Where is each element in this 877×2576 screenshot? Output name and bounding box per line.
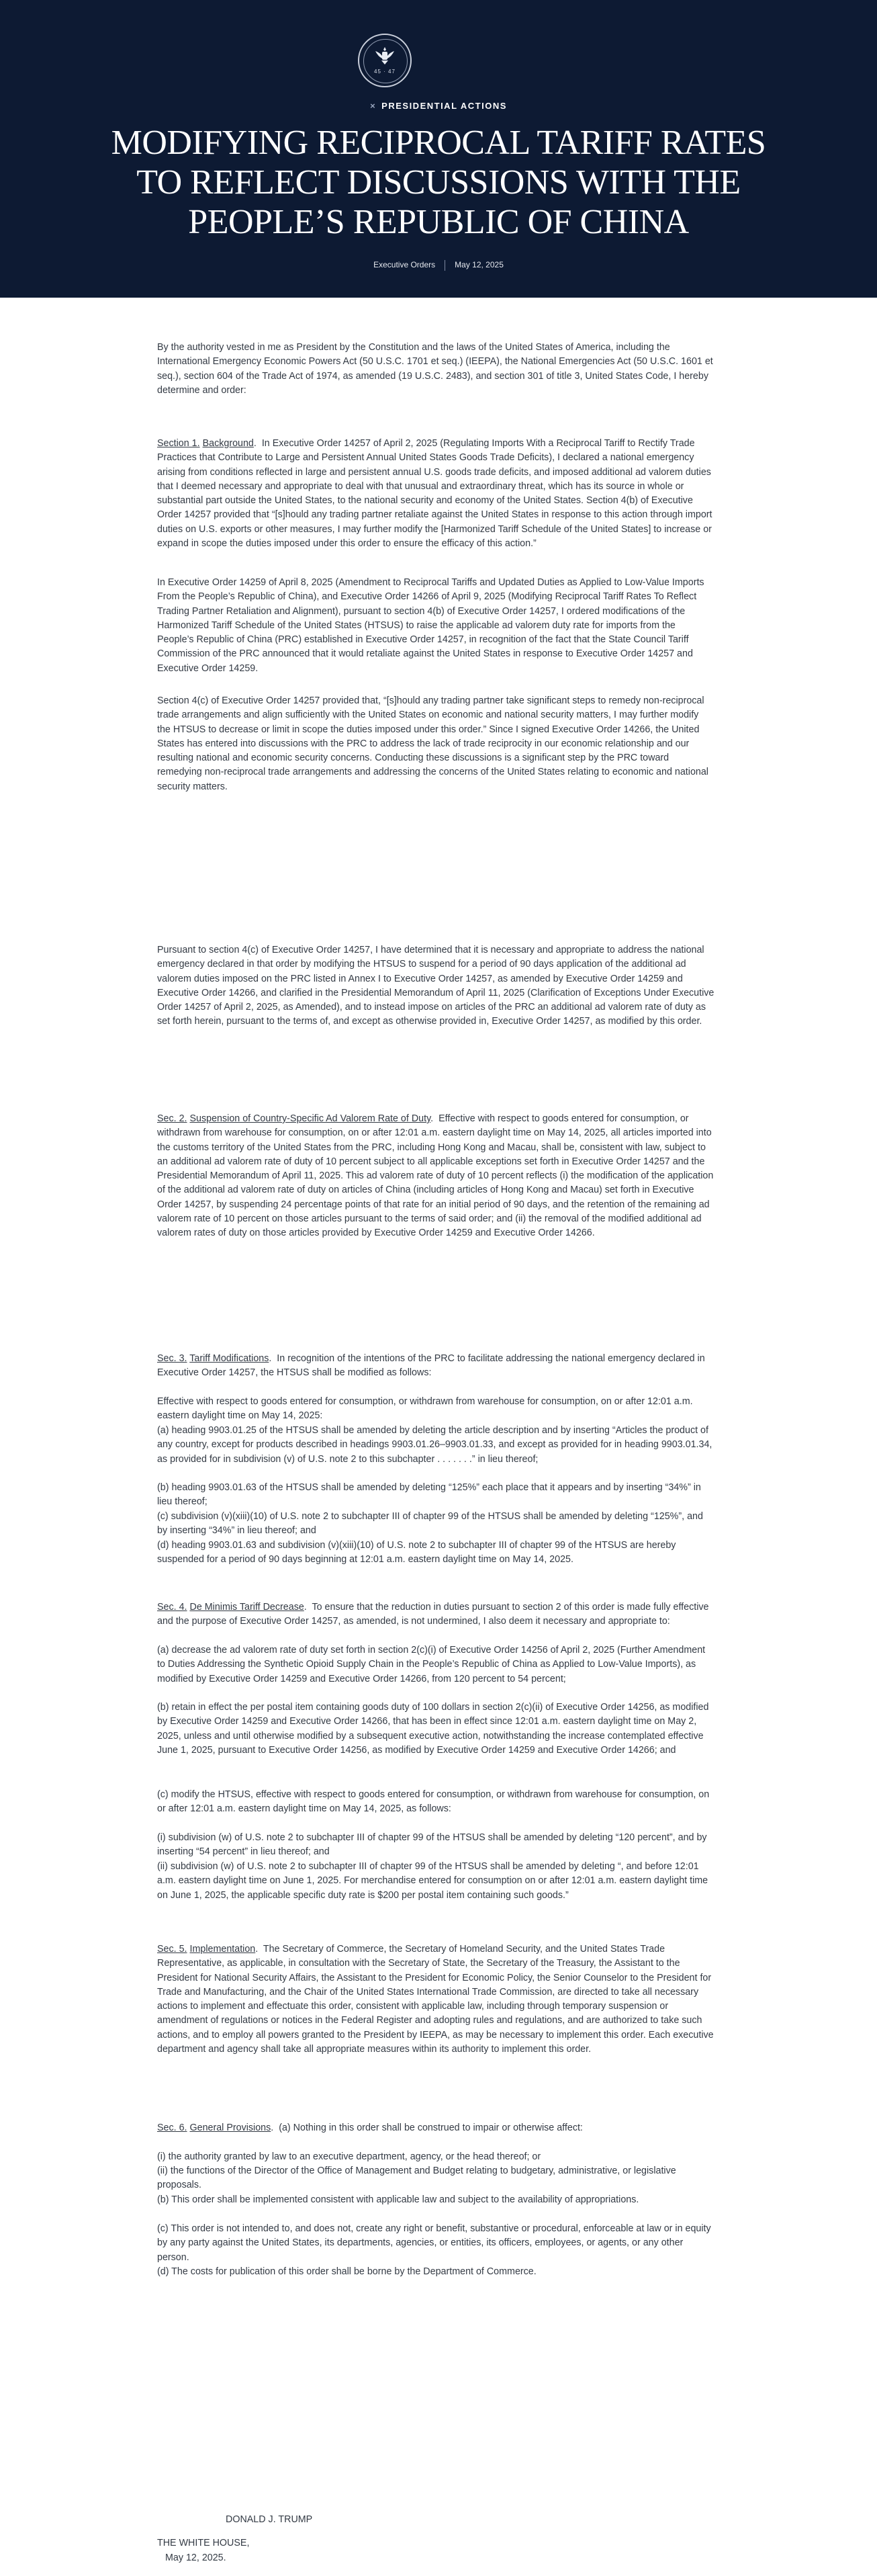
section-1-text: In Executive Order 14257 of April 2, 2025 (Regulating Imports With a Reciprocal Tariff to Rectify Trade Practices that Contribute to Large and Persistent Annual United States Goods Trade Deficits), I declared a national emergency arising from conditions reflected in large and persistent annual U.S. goods trade deficits, and imposed additional ad valorem duties that I deemed necessary and appropriate to deal with that unusual and extraordinary threat, which has its source in whole or substantial part outside the United States, to the national security and economy of the United States. Section 4(b) of Executive Order 14257 provided that “[s]hould any trading partner retaliate against the United States in response to this action through import duties on U.S. exports or other measures, I may further modify the [Harmonized Tariff Schedule of the United States] to increase or expand in scope the duties imposed under this order to ensure the efficacy of this action.” (157, 438, 712, 549)
signing-place: THE WHITE HOUSE, (157, 2538, 250, 2548)
section-6-item-a-i: (i) the authority granted by law to an executive department, agency, or the head thereof; or (157, 2151, 541, 2162)
page-header (0, 0, 877, 298)
section-4-heading: De Minimis Tariff Decrease (189, 1602, 304, 1613)
post-date: May 12, 2025 (455, 260, 504, 270)
section-2-paragraph: Sec. 2. Suspension of Country-Specific Ad Valorem Rate of Duty. Effective with respect to goods entered for consumption, or withdrawn from warehouse for consumption, on or after 12:01 a.m. eastern daylight time on May 14, 2025, all articles imported into the customs territory of the United States from the PRC, including Hong Kong and Macau, shall be, consistent with law, subject to an additional ad valorem rate of duty of 10 percent subject to all applicable exceptions set forth in Executive Order 14257 and the Presidential Memorandum of April 11, 2025. This ad valorem rate of duty of 10 percent reflects (i) the modification of the application of the additional ad valorem rate of duty on articles of China (including articles of Hong Kong and Macau) set forth in Executive Order 14257, by suspending 24 percentage points of that rate for an initial period of 90 days, and the retention of the remaining ad valorem rate of 10 percent on those articles pursuant to the terms of said order; and (ii) the removal of the modified additional ad valorem rates of duty on those articles provided by Executive Order 14259 and Executive Order 14266. (157, 1113, 714, 1238)
section-5-text: The Secretary of Commerce, the Secretary of Homeland Security, and the United States Trade Representative, as applicable, in consultation with the Secretary of State, the Secretary of the Treasury, the Assistant to the President for National Security Affairs, the Assistant to the President for Economic Policy, the Senior Counselor to the President for Trade and Manufacturing, and the Chair of the United States International Trade Commission, are directed to take all necessary actions to implement and effectuate this order, consistent with applicable law, including through temporary suspension or amendment of regulations or notices in the Federal Register and adopting rules and regulations, and are authorized to take such actions, and to employ all powers granted to the President by IEEPA, as may be necessary to implement this order. Each executive department and agency shall take all appropriate measures within its authority to implement this order. (157, 1944, 714, 2055)
section-6-item-c: (c) This order is not intended to, and does not, create any right or benefit, substantive or procedural, enforceable at law or in equity by any party against the United States, its departments, agencies, or entities, its officers, employees, or agents, or any other person. (157, 2223, 711, 2263)
section-6-item-d: (d) The costs for publication of this order shall be borne by the Department of Commerce. (157, 2266, 537, 2277)
section-4-item-c-i: (i) subdivision (w) of U.S. note 2 to subchapter III of chapter 99 of the HTSUS shall be amended by deleting “120 percent”, and by inserting “54 percent” in lieu thereof; and (157, 1832, 707, 1858)
section-6-item-b: (b) This order shall be implemented consistent with applicable law and subject to the availability of appropriations. (157, 2194, 639, 2205)
post-meta (0, 260, 877, 271)
section-1-paragraph-4: Pursuant to section 4(c) of Executive Order 14257, I have determined that it is necessary and appropriate to address the national emergency declared in that order by modifying the HTSUS to suspend for a period of 90 days application of the additional ad valorem duties imposed on the PRC listed in Annex I to Executive Order 14257, as amended by Executive Order 14259 and Executive Order 14266, and clarified in the Presidential Memorandum of April 11, 2025 (Clarification of Exceptions Under Executive Order 14257 of April 2, 2025, as Amended), and to instead impose on articles of the PRC an additional ad valorem rate of duty as set forth herein, pursuant to the terms of, and except as otherwise provided in, Executive Order 14257, as modified by this order. (157, 945, 714, 1027)
kicker-label: PRESIDENTIAL ACTIONS (381, 101, 507, 111)
section-6-text: (a) Nothing in this order shall be construed to impair or otherwise affect: (279, 2122, 583, 2133)
section-3-paragraph-1: Sec. 3. Tariff Modifications. In recognition of the intentions of the PRC to facilitate addressing the national emergency declared in Executive Order 14257, the HTSUS shall be modified as follows: (157, 1353, 705, 1379)
section-1-label: Section 1. (157, 438, 200, 449)
section-4-text: To ensure that the reduction in duties pursuant to section 2 of this order is made fully effective and the purpose of Executive Order 14257, as amended, is not undermined, I also deem it necessary and appropriate to: (157, 1602, 709, 1627)
section-4-label: Sec. 4. (157, 1602, 187, 1613)
section-3-heading: Tariff Modifications (189, 1353, 269, 1364)
signature: DONALD J. TRUMP (226, 2514, 313, 2525)
signing-block (157, 2536, 249, 2565)
kicker-mark-icon: × (370, 101, 377, 111)
section-2-text: Effective with respect to goods entered for consumption, or withdrawn from warehouse for consumption, on or after 12:01 a.m. eastern daylight time on May 14, 2025, all articles imported into the customs territory of the United States from the PRC, including Hong Kong and Macau, shall be, consistent with law, subject to an additional ad valorem rate of duty of 10 percent subject to all applicable exceptions set forth in Executive Order 14257 and the Presidential Memorandum of April 11, 2025. This ad valorem rate of duty of 10 percent reflects (i) the modification of the application of the additional ad valorem rate of duty on articles of China (including articles of Hong Kong and Macau) set forth in Executive Order 14257, by suspending 24 percentage points of that rate for an initial period of 90 days, and the retention of the remaining ad valorem rate of 10 percent on those articles pursuant to the terms of said order; and (ii) the removal of the modified additional ad valorem rates of duty on those articles provided by Executive Order 14259 and Executive Order 14266. (157, 1113, 714, 1238)
page-title: MODIFYING RECIPROCAL TARIFF RATES TO REFLECT DISCUSSIONS WITH THE PEOPLE’S REPUBLIC OF CHINA (111, 124, 766, 241)
section-1-paragraph-3: Section 4(c) of Executive Order 14257 provided that, “[s]hould any trading partner take significant steps to remedy non-reciprocal trade arrangements and align sufficiently with the United States on economic and national security matters, I may further modify the HTSUS to decrease or limit in scope the duties imposed under this order.” Since I signed Executive Order 14266, the United States has entered into discussions with the PRC to address the lack of trade reciprocity in our economic relationship and our resulting national and economic security concerns. Conducting these discussions is a significant step by the PRC toward remedying non-reciprocal trade arrangements and addressing the concerns of the United States relating to economic and national security matters. (157, 695, 708, 792)
section-6-label: Sec. 6. (157, 2122, 187, 2133)
intro-paragraph: By the authority vested in me as President by the Constitution and the laws of the United States of America, including the International Emergency Economic Powers Act (50 U.S.C. 1701 et seq.) (IEEPA), the National Emergencies Act (50 U.S.C. 1601 et seq.), section 604 of the Trade Act of 1974, as amended (19 U.S.C. 2483), and section 301 of title 3, United States Code, I hereby determine and order: (157, 342, 713, 396)
section-3-item-c: (c) subdivision (v)(xiii)(10) of U.S. note 2 to subchapter III of chapter 99 of the HTSUS shall be amended by deleting “125%”, and by inserting “34%” in lieu thereof; and (157, 1511, 703, 1537)
section-4-paragraph-1: Sec. 4. De Minimis Tariff Decrease. To ensure that the reduction in duties pursuant to section 2 of this order is made fully effective and the purpose of Executive Order 14257, as amended, is not undermined, I also deem it necessary and appropriate to: (157, 1602, 709, 1627)
section-1-paragraph-1: Section 1. Background. In Executive Order 14257 of April 2, 2025 (Regulating Imports With a Reciprocal Tariff to Rectify Trade Practices that Contribute to Large and Persistent Annual United States Goods Trade Deficits), I declared a national emergency arising from conditions reflected in large and persistent annual U.S. goods trade deficits, and imposed additional ad valorem duties that I deemed necessary and appropriate to deal with that unusual and extraordinary threat, which has its source in whole or substantial part outside the United States, to the national security and economy of the United States. Section 4(b) of Executive Order 14257 provided that “[s]hould any trading partner retaliate against the United States in response to this action through import duties on U.S. exports or other measures, I may further modify the [Harmonized Tariff Schedule of the United States] to increase or expand in scope the duties imposed under this order to ensure the efficacy of this action.” (157, 438, 712, 549)
section-5-label: Sec. 5. (157, 1944, 187, 1955)
section-4-item-a: (a) decrease the ad valorem rate of duty set forth in section 2(c)(i) of Executive Order 14256 of April 2, 2025 (Further Amendment to Duties Addressing the Synthetic Opioid Supply Chain in the People’s Republic of China as Applied to Low-Value Imports), as modified by Executive Order 14259 and Executive Order 14266, from 120 percent to 54 percent; (157, 1645, 706, 1684)
section-6-heading: General Provisions (189, 2122, 271, 2133)
section-5-heading: Implementation (189, 1944, 256, 1955)
section-5-paragraph: Sec. 5. Implementation. The Secretary of Commerce, the Secretary of Homeland Security, and the United States Trade Representative, as applicable, in consultation with the Secretary of State, the Secretary of the Treasury, the Assistant to the President for National Security Affairs, the Assistant to the President for Economic Policy, the Senior Counselor to the President for Trade and Manufacturing, and the Chair of the United States International Trade Commission, are directed to take all necessary actions to implement and effectuate this order, consistent with applicable law, including through temporary suspension or amendment of regulations or notices in the Federal Register and adopting rules and regulations, and are authorized to take such actions, and to employ all powers granted to the President by IEEPA, as may be necessary to implement this order. Each executive department and agency shall take all appropriate measures within its authority to implement this order. (157, 1944, 714, 2055)
section-3-text: In recognition of the intentions of the PRC to facilitate addressing the national emergency declared in Executive Order 14257, the HTSUS shall be modified as follows: (157, 1353, 705, 1379)
section-3-item-b: (b) heading 9903.01.63 of the HTSUS shall be amended by deleting “125%” each place that it appears and by inserting “34%” in lieu thereof; (157, 1482, 701, 1508)
category-link[interactable]: Executive Orders (373, 260, 436, 270)
section-4-item-b: (b) retain in effect the per postal item containing goods duty of 100 dollars in section 2(c)(ii) of Executive Order 14256, as modified by Executive Order 14259 and Executive Order 14266, that has been in effect since 12:01 a.m. eastern daylight time on May 2, 2025, unless and until otherwise modified by a subsequent executive action, notwithstanding the increase contemplated effective June 1, 2025, pursuant to Executive Order 14256, as modified by Executive Order 14259 and Executive Order 14266; and (157, 1702, 709, 1756)
section-6-item-a-ii: (ii) the functions of the Director of the Office of Management and Budget relating to budgetary, administrative, or legislative proposals. (157, 2165, 676, 2191)
presidential-seal-icon (358, 34, 412, 87)
signing-date: May 12, 2025. (165, 2552, 226, 2563)
section-1-paragraph-2: In Executive Order 14259 of April 8, 2025 (Amendment to Reciprocal Tariffs and Updated Duties as Applied to Low-Value Imports From the People’s Republic of China), and Executive Order 14266 of April 9, 2025 (Modifying Reciprocal Tariff Rates To Reflect Trading Partner Retaliation and Alignment), pursuant to section 4(b) of Executive Order 14257, I ordered modifications of the Harmonized Tariff Schedule of the United States (HTSUS) to raise the applicable ad valorem duty rate for imports from the People’s Republic of China (PRC) established in Executive Order 14257, in recognition of the fact that the State Council Tariff Commission of the PRC announced that it would retaliate against the United States in response to Executive Order 14257 and Executive Order 14259. (157, 577, 704, 674)
eagle-icon (373, 44, 396, 67)
section-2-heading: Suspension of Country-Specific Ad Valorem Rate of Duty (189, 1113, 431, 1124)
section-1-heading: Background (202, 438, 254, 449)
section-3-label: Sec. 3. (157, 1353, 187, 1364)
section-6-item-a: Sec. 6. General Provisions. (a) Nothing in this order shall be construed to impair or otherwise affect: (157, 2122, 583, 2133)
section-4-item-c: (c) modify the HTSUS, effective with respect to goods entered for consumption, or withdrawn from warehouse for consumption, on or after 12:01 a.m. eastern daylight time on May 14, 2025, as follows: (157, 1789, 710, 1815)
section-3-item-a: (a) heading 9903.01.25 of the HTSUS shall be amended by deleting the article description and by inserting “Articles the product of any country, except for products described in headings 9903.01.26–9903.01.33, and except as provided for in heading 9903.01.34, as provided for in subdivision (v) of U.S. note 2 to this subchapter . . . . . . .” in lieu thereof; (157, 1425, 712, 1465)
seal-numbers: 45 · 47 (374, 69, 396, 75)
section-kicker[interactable] (0, 101, 877, 111)
section-3-paragraph-2: Effective with respect to goods entered for consumption, or withdrawn from warehouse for consumption, on or after 12:01 a.m. eastern daylight time on May 14, 2025: (157, 1396, 693, 1422)
section-2-label: Sec. 2. (157, 1113, 187, 1124)
section-4-item-c-ii: (ii) subdivision (w) of U.S. note 2 to subchapter III of chapter 99 of the HTSUS shall be amended by deleting “, and before 12:01 a.m. eastern daylight time on June 1, 2025. For merchandise entered for consumption on or after 12:01 a.m. eastern daylight time on June 1, 2025, the applicable specific duty rate is $200 per postal item containing such goods.” (157, 1861, 708, 1901)
section-3-item-d: (d) heading 9903.01.63 and subdivision (v)(xiii)(10) of U.S. note 2 to subchapter III of chapter 99 of the HTSUS are hereby suspended for a period of 90 days beginning at 12:01 a.m. eastern daylight time on May 14, 2025. (157, 1540, 676, 1565)
